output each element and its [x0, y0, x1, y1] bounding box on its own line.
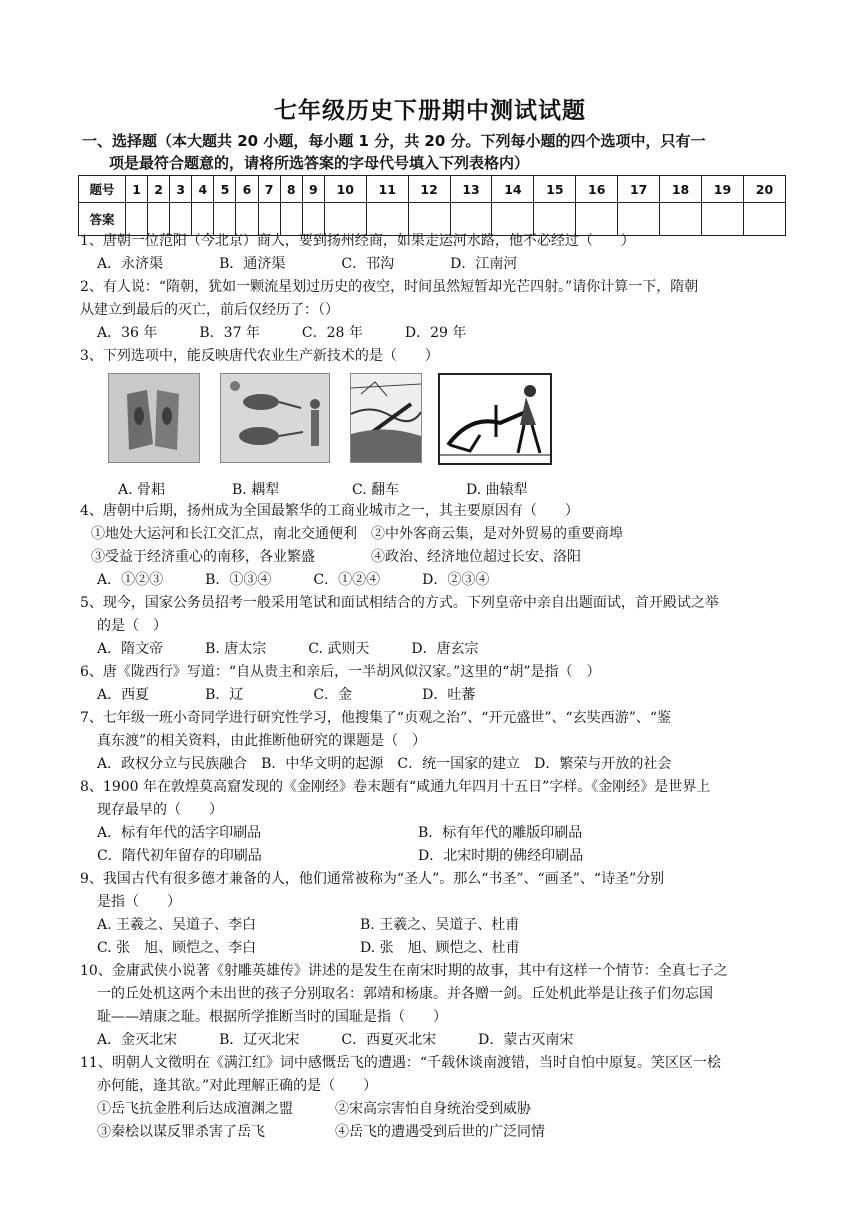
question-9-option-c: C. 张 旭、顾恺之、李白	[97, 940, 257, 956]
question-10-line3: 耻——靖康之耻。根据所学推断当时的国耻是指（ ）	[97, 1009, 447, 1025]
question-number-cell: 13	[450, 176, 492, 203]
question-number-cell: 20	[743, 176, 785, 203]
caption-b: B. 耦犁	[232, 482, 280, 498]
caption-d: D. 曲辕犁	[466, 482, 528, 498]
question-2-line1: 2、有人说：“隋朝，犹如一颗流星划过历史的夜空，时间虽然短暂却光芒四射。”请你计算一下，隋朝	[80, 279, 699, 295]
question-4: 4、唐朝中后期，扬州成为全国最繁华的工商业城市之一，其主要原因有（ ）	[80, 503, 579, 519]
caption-a: A. 骨耜	[118, 482, 166, 498]
section-heading-line2: 项是最符合题意的，请将所选答案的字母代号填入下列表格内）	[109, 154, 530, 172]
question-7-options: A．政权分立与民族融合 B．中华文明的起源 C．统一国家的建立 D．繁荣与开放的社会	[97, 756, 672, 772]
question-number-cell: 12	[408, 176, 450, 203]
question-9-line1: 9、我国古代有很多德才兼备的人，他们通常被称为“圣人”。那么“书圣”、“画圣”、“诗圣”分别	[80, 871, 665, 887]
question-number-cell: 19	[702, 176, 744, 203]
question-1-options: A．永济渠 B．通济渠 C．邗沟 D．江南河	[97, 256, 518, 272]
question-number-cell: 2	[148, 176, 170, 203]
question-6: 6、唐《陇西行》写道：“自从贵主和亲后，一半胡风似汉家。”这里的“胡”是指（ ）	[80, 664, 601, 680]
section-heading	[82, 130, 782, 174]
question-7-line1: 7、七年级一班小奇同学进行研究性学习，他搜集了“贞观之治”、“开元盛世”、“玄奘西游”、“鉴	[80, 710, 672, 726]
question-number-cell: 18	[660, 176, 702, 203]
question-5-line1: 5、现今，国家公务员招考一般采用笔试和面试相结合的方式。下列皇帝中亲自出题面试，首开殿试之举	[80, 595, 719, 611]
question-5-options: A．隋文帝 B. 唐太宗 C. 武则天 D．唐玄宗	[97, 641, 479, 657]
question-number-cell: 15	[534, 176, 576, 203]
question-6-options: A．西夏 B．辽 C．金 D．吐蕃	[97, 687, 476, 703]
question-2-line2: 从建立到最后的灭亡，前后仅经历了：（）	[80, 302, 339, 318]
question-10-options: A．金灭北宋 B．辽灭北宋 C．西夏灭北宋 D．蒙古灭南宋	[97, 1032, 574, 1048]
question-11-line2: 亦何能，逢其欲。”对此理解正确的是（ ）	[97, 1078, 378, 1094]
row-label-number: 题号	[79, 176, 126, 203]
exam-title: 七年级历史下册期中测试试题	[274, 98, 586, 124]
question-3-images	[108, 373, 548, 463]
question-4-statement-1: ①地处大运河和长江交汇点，南北交通便利 ②中外客商云集，是对外贸易的重要商埠	[91, 526, 623, 542]
question-11-statement-1: ①岳飞抗金胜利后达成澶渊之盟 ②宋高宗害怕自身统治受到威胁	[97, 1101, 531, 1117]
answer-table-number-row	[79, 176, 786, 203]
question-2-options: A．36 年 B．37 年 C．28 年 D．29 年	[97, 325, 467, 341]
question-3: 3、下列选项中，能反映唐代农业生产新技术的是（ ）	[80, 348, 439, 364]
question-9-option-b: B. 王羲之、吴道子、杜甫	[360, 917, 520, 933]
row-label-answer: 答案	[79, 203, 126, 236]
question-8-option-a: A．标有年代的活字印刷品	[97, 825, 262, 841]
caption-c: C. 翻车	[352, 482, 400, 498]
question-number-cell: 10	[324, 176, 366, 203]
question-9-option-d: D. 张 旭、顾恺之、杜甫	[360, 940, 520, 956]
curved-plough-image	[438, 373, 552, 465]
question-11-line1: 11、明朝人文徵明在《满江红》词中感慨岳飞的遭遇：“千载休谈南渡错，当时自怕中原复。笑区区一桧	[80, 1055, 721, 1071]
question-8-line2: 现存最早的（ ）	[97, 802, 223, 818]
question-8-line1: 8、1900 年在敦煌莫高窟发现的《金刚经》卷末题有“咸通九年四月十五日”字样。《金刚经》是世界上	[80, 779, 711, 795]
question-number-cell: 4	[192, 176, 214, 203]
question-number-cell: 17	[618, 176, 660, 203]
question-10-line1: 10、金庸武侠小说著《射雕英雄传》讲述的是发生在南宋时期的故事，其中有这样一个情节：全真七子之	[80, 963, 728, 979]
question-9-option-a: A. 王羲之、吴道子、李白	[97, 917, 257, 933]
question-9-line2: 是指（ ）	[97, 894, 181, 910]
question-4-statement-2: ③受益于经济重心的南移，各业繁盛 ④政治、经济地位超过长安、洛阳	[91, 549, 581, 565]
question-number-cell: 14	[492, 176, 534, 203]
answer-table	[78, 175, 786, 236]
question-8-option-d: D．北宋时期的佛经印刷品	[418, 848, 584, 864]
ox-plough-image	[220, 373, 330, 463]
question-8-option-b: B．标有年代的雕版印刷品	[418, 825, 583, 841]
water-wheel-image	[350, 373, 422, 463]
question-4-options: A．①②③ B．①③④ C．①②④ D．②③④	[97, 572, 490, 588]
question-number-cell: 8	[280, 176, 302, 203]
question-number-cell: 6	[236, 176, 258, 203]
question-1: 1、唐朝一位范阳（今北京）商人，要到扬州经商，如果走运河水路，他不必经过（ ）	[80, 233, 635, 249]
question-number-cell: 1	[126, 176, 148, 203]
bone-spade-image	[108, 373, 200, 463]
section-heading-line1: 一、选择题（本大题共 20 小题，每小题 1 分，共 20 分。下列每小题的四个选项中，只有一	[82, 132, 706, 150]
question-number-cell: 3	[170, 176, 192, 203]
question-number-cell: 7	[258, 176, 280, 203]
question-number-cell: 9	[302, 176, 324, 203]
question-10-line2: 一的丘处机这两个未出世的孩子分别取名：郭靖和杨康。并各赠一剑。丘处机此举是让孩子们勿忘国	[97, 986, 713, 1002]
question-7-line2: 真东渡”的相关资料，由此推断他研究的课题是（ ）	[97, 733, 427, 749]
question-8-option-c: C．隋代初年留存的印刷品	[97, 848, 262, 864]
question-number-cell: 16	[576, 176, 618, 203]
question-number-cell: 11	[366, 176, 408, 203]
question-11-statement-2: ③秦桧以谋反罪杀害了岳飞 ④岳飞的遭遇受到后世的广泛同情	[97, 1124, 545, 1140]
question-5-line2: 的是（ ）	[97, 618, 167, 634]
question-number-cell: 5	[214, 176, 236, 203]
